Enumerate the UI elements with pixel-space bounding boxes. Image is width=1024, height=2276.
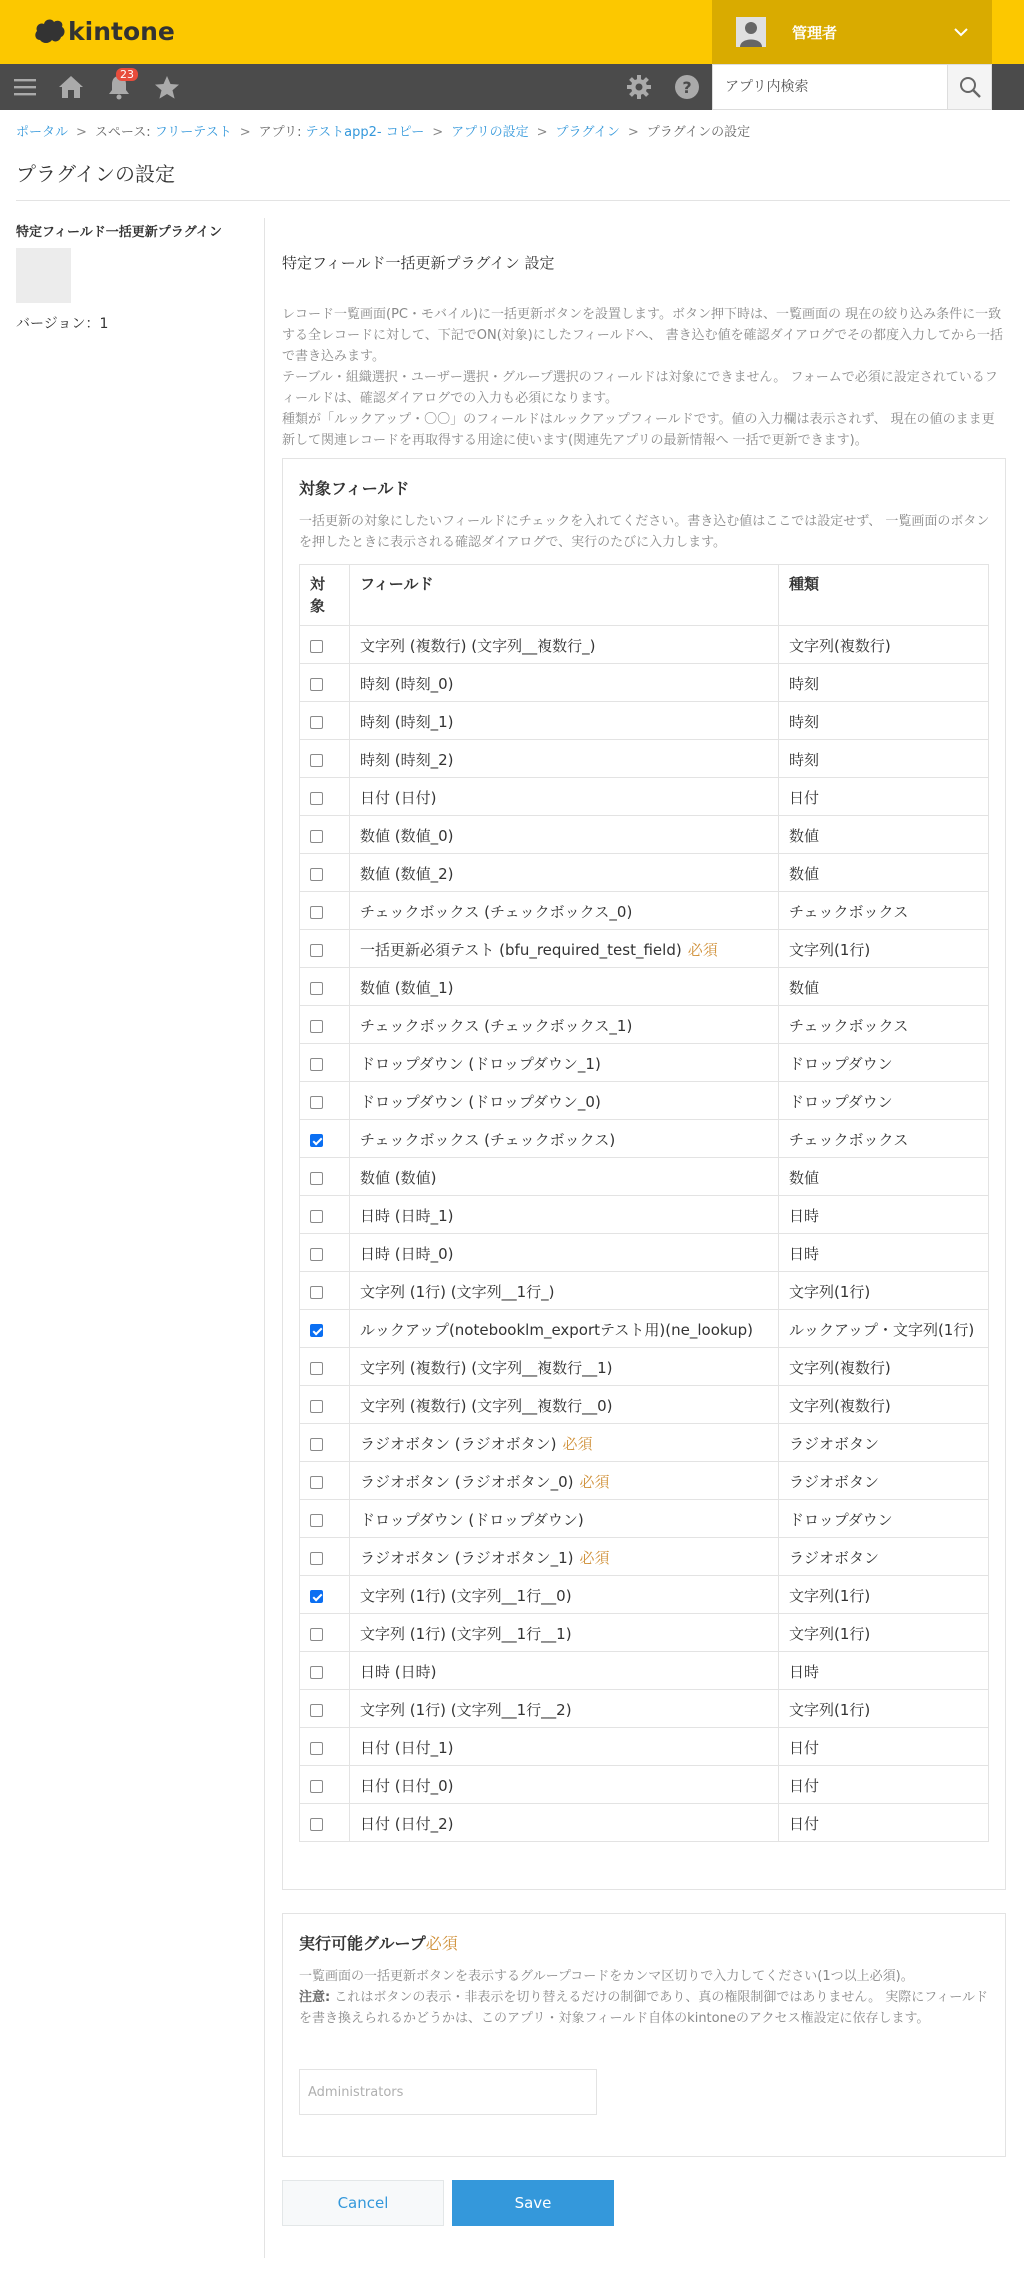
target-checkbox[interactable] — [310, 1058, 323, 1071]
target-checkbox[interactable] — [310, 982, 323, 995]
target-checkbox[interactable] — [310, 716, 323, 729]
table-row — [300, 1196, 989, 1234]
table-row — [300, 1576, 989, 1614]
page-title: プラグインの設定 — [16, 162, 175, 186]
target-checkbox-cell — [300, 1766, 350, 1804]
field-name-cell — [350, 1386, 779, 1424]
table-row — [300, 930, 989, 968]
breadcrumb-separator: > — [76, 125, 87, 140]
help-icon[interactable] — [672, 64, 702, 110]
kintone-cloud-icon — [34, 16, 66, 46]
column-header-target: 対象 — [300, 565, 350, 626]
target-checkbox[interactable] — [310, 1324, 323, 1337]
field-name-cell — [350, 1006, 779, 1044]
field-name-cell — [350, 1462, 779, 1500]
field-name: 時刻 (時刻_2) — [360, 751, 454, 769]
field-name: 日時 (日時_0) — [360, 1245, 454, 1263]
field-name: 日付 (日付_0) — [360, 1777, 454, 1795]
field-name: ドロップダウン (ドロップダウン_1) — [360, 1055, 601, 1073]
target-checkbox[interactable] — [310, 1210, 323, 1223]
column-header-type: 種類 — [779, 565, 989, 626]
search-button[interactable] — [947, 65, 991, 109]
field-type-cell: 数値 — [779, 854, 989, 892]
group-note-label: 注意: — [299, 1990, 331, 2005]
field-name-cell — [350, 1576, 779, 1614]
field-type-cell: チェックボックス — [779, 892, 989, 930]
breadcrumb-app-link[interactable]: テストapp2- コピー — [305, 125, 425, 140]
target-checkbox[interactable] — [310, 1552, 323, 1565]
field-type-cell: チェックボックス — [779, 1120, 989, 1158]
target-checkbox[interactable] — [310, 792, 323, 805]
breadcrumb-separator: > — [432, 125, 444, 140]
kintone-logo[interactable] — [34, 16, 175, 46]
breadcrumb-space-prefix: スペース: — [94, 125, 155, 140]
field-name-cell — [350, 740, 779, 778]
target-checkbox[interactable] — [310, 1666, 323, 1679]
field-name-cell — [350, 778, 779, 816]
target-checkbox[interactable] — [310, 1628, 323, 1641]
required-label: 必須 — [425, 1934, 458, 1953]
field-name-cell — [350, 892, 779, 930]
target-checkbox-cell — [300, 1006, 350, 1044]
table-row — [300, 1272, 989, 1310]
field-type-cell: 文字列(複数行) — [779, 1386, 989, 1424]
field-name: 日付 (日付_2) — [360, 1815, 454, 1833]
field-name: ドロップダウン (ドロップダウン) — [360, 1511, 584, 1529]
notification-badge: 23 — [116, 68, 138, 81]
target-checkbox[interactable] — [310, 1818, 323, 1831]
field-name: 日時 (日時) — [360, 1663, 437, 1681]
field-type-cell: 日付 — [779, 1728, 989, 1766]
field-type-cell: 日時 — [779, 1196, 989, 1234]
field-name-cell — [350, 854, 779, 892]
target-checkbox-cell — [300, 1652, 350, 1690]
target-checkbox[interactable] — [310, 830, 323, 843]
field-type-cell: 文字列(複数行) — [779, 626, 989, 664]
required-label: 必須 — [579, 1549, 610, 1567]
target-checkbox[interactable] — [310, 1438, 323, 1451]
table-row — [300, 626, 989, 664]
field-type-cell: 文字列(1行) — [779, 930, 989, 968]
field-name-cell — [350, 1120, 779, 1158]
sidebar-divider — [264, 218, 265, 2258]
field-name-cell — [350, 1272, 779, 1310]
required-label: 必須 — [579, 1473, 610, 1491]
target-checkbox-cell — [300, 1728, 350, 1766]
field-type-cell: 時刻 — [779, 702, 989, 740]
field-name: 文字列 (1行) (文字列__1行_) — [360, 1283, 555, 1301]
target-checkbox-cell — [300, 1158, 350, 1196]
field-name: ルックアップ(notebooklm_exportテスト用)(ne_lookup) — [360, 1321, 753, 1339]
target-checkbox-cell — [300, 1500, 350, 1538]
field-type-cell: 日時 — [779, 1234, 989, 1272]
star-icon[interactable] — [152, 64, 182, 110]
table-row — [300, 1120, 989, 1158]
field-type-cell: ドロップダウン — [779, 1500, 989, 1538]
search-box — [712, 64, 992, 110]
field-name: 文字列 (1行) (文字列__1行__2) — [360, 1701, 572, 1719]
table-row — [300, 1006, 989, 1044]
executable-group-panel — [282, 1913, 1006, 2157]
gear-icon[interactable] — [624, 64, 654, 110]
home-icon[interactable] — [56, 64, 86, 110]
description-paragraph: テーブル・組織選択・ユーザー選択・グループ選択のフィールドは対象にできません。 フォームで必須に設定されているフィールドは、確認ダイアログでの入力も必須になります。 — [282, 370, 998, 406]
group-code-input[interactable] — [299, 2069, 597, 2115]
target-checkbox-cell — [300, 1614, 350, 1652]
field-name-cell — [350, 1196, 779, 1234]
table-row — [300, 740, 989, 778]
field-type-cell: 時刻 — [779, 740, 989, 778]
field-name: 日付 (日付) — [360, 789, 437, 807]
field-name: 日付 (日付_1) — [360, 1739, 454, 1757]
target-checkbox[interactable] — [310, 868, 323, 881]
target-fields-table — [299, 564, 989, 1842]
field-type-cell: ラジオボタン — [779, 1538, 989, 1576]
table-row — [300, 1082, 989, 1120]
target-checkbox-cell — [300, 702, 350, 740]
field-name: 数値 (数値) — [360, 1169, 437, 1187]
target-fields-description: 一括更新の対象にしたいフィールドにチェックを入れてください。書き込む値はここでは設定せず、 一覧画面のボタンを押したときに表示される確認ダイアログで、実行のたびに入力します。 — [299, 514, 990, 550]
description-paragraph: 種類が「ルックアップ・〇〇」のフィールドはルックアップフィールドです。値の入力欄は表示されず、 現在の値のまま更新して関連レコードを再取得する用途に使います(関連先アプリの最新情報へ 一括で更新できます)。 — [282, 412, 995, 448]
breadcrumb-plugins-link[interactable]: プラグイン — [555, 125, 620, 140]
target-checkbox-cell — [300, 854, 350, 892]
table-row — [300, 968, 989, 1006]
target-checkbox-cell — [300, 1386, 350, 1424]
required-label: 必須 — [562, 1435, 593, 1453]
target-checkbox[interactable] — [310, 1020, 323, 1033]
table-row — [300, 1310, 989, 1348]
avatar-icon — [736, 17, 766, 47]
target-checkbox[interactable] — [310, 640, 323, 653]
field-name-cell — [350, 816, 779, 854]
target-checkbox[interactable] — [310, 944, 323, 957]
user-menu[interactable] — [712, 0, 992, 64]
table-row — [300, 1728, 989, 1766]
target-checkbox-cell — [300, 930, 350, 968]
target-checkbox-cell — [300, 778, 350, 816]
breadcrumb-separator: > — [239, 125, 251, 140]
target-checkbox[interactable] — [310, 1514, 323, 1527]
field-name-cell — [350, 1234, 779, 1272]
breadcrumb-separator: > — [627, 125, 639, 140]
field-name: チェックボックス (チェックボックス_0) — [360, 903, 633, 921]
field-name: ドロップダウン (ドロップダウン_0) — [360, 1093, 601, 1111]
field-type-cell: ラジオボタン — [779, 1462, 989, 1500]
field-name-cell — [350, 626, 779, 664]
target-checkbox-cell — [300, 1804, 350, 1842]
table-row — [300, 1614, 989, 1652]
field-name-cell — [350, 1082, 779, 1120]
logo-text: kintone — [68, 16, 175, 46]
column-header-field: フィールド — [350, 565, 779, 626]
target-checkbox-cell — [300, 1310, 350, 1348]
target-checkbox[interactable] — [310, 1590, 323, 1603]
breadcrumb-space-link[interactable]: フリーテスト — [154, 125, 232, 140]
field-name-cell — [350, 1348, 779, 1386]
field-name: ラジオボタン (ラジオボタン_0) — [360, 1473, 574, 1491]
field-name-cell — [350, 1804, 779, 1842]
target-checkbox-cell — [300, 1462, 350, 1500]
target-checkbox[interactable] — [310, 906, 323, 919]
breadcrumb-separator: > — [536, 125, 548, 140]
field-name: 文字列 (1行) (文字列__1行__1) — [360, 1625, 572, 1643]
field-type-cell: 数値 — [779, 816, 989, 854]
target-checkbox-cell — [300, 968, 350, 1006]
field-name: 文字列 (複数行) (文字列__複数行_) — [360, 637, 596, 655]
top-header — [0, 0, 1024, 64]
field-name-cell — [350, 968, 779, 1006]
field-name: 文字列 (複数行) (文字列__複数行__0) — [360, 1397, 613, 1415]
field-name: 一括更新必須テスト (bfu_required_test_field) — [360, 941, 682, 959]
target-checkbox[interactable] — [310, 1704, 323, 1717]
target-checkbox[interactable] — [310, 1780, 323, 1793]
table-row — [300, 892, 989, 930]
target-checkbox-cell — [300, 1690, 350, 1728]
table-row — [300, 1804, 989, 1842]
field-type-cell: 数値 — [779, 1158, 989, 1196]
target-checkbox-cell — [300, 1234, 350, 1272]
target-checkbox-cell — [300, 1120, 350, 1158]
field-name-cell — [350, 1538, 779, 1576]
target-checkbox[interactable] — [310, 1742, 323, 1755]
field-name: 日時 (日時_1) — [360, 1207, 454, 1225]
executable-group-description — [299, 1966, 993, 2029]
target-checkbox[interactable] — [310, 1096, 323, 1109]
field-name-cell — [350, 1044, 779, 1082]
target-checkbox-cell — [300, 740, 350, 778]
table-row — [300, 1500, 989, 1538]
field-name: チェックボックス (チェックボックス) — [360, 1131, 616, 1149]
field-name: 数値 (数値_0) — [360, 827, 454, 845]
menu-icon[interactable] — [10, 64, 40, 110]
field-name-cell — [350, 1690, 779, 1728]
breadcrumb-app-settings-link[interactable]: アプリの設定 — [451, 125, 529, 140]
table-row — [300, 1424, 989, 1462]
breadcrumb-current: プラグインの設定 — [646, 125, 751, 140]
target-checkbox[interactable] — [310, 1172, 323, 1185]
target-checkbox-cell — [300, 1576, 350, 1614]
plugin-version: バージョン：1 — [16, 316, 109, 332]
table-row — [300, 778, 989, 816]
field-type-cell: ルックアップ・文字列(1行) — [779, 1310, 989, 1348]
field-name: 時刻 (時刻_1) — [360, 713, 454, 731]
user-name: 管理者 — [792, 23, 838, 42]
target-checkbox-cell — [300, 664, 350, 702]
target-checkbox-cell — [300, 1348, 350, 1386]
sidebar-plugin-name: 特定フィールド一括更新プラグイン — [16, 225, 223, 240]
target-checkbox-cell — [300, 1424, 350, 1462]
breadcrumb — [16, 121, 750, 140]
target-checkbox[interactable] — [310, 1134, 323, 1147]
table-row — [300, 1158, 989, 1196]
plugin-description — [282, 304, 1004, 451]
table-row — [300, 1538, 989, 1576]
target-checkbox-cell — [300, 626, 350, 664]
nav-bar — [0, 64, 1024, 110]
field-type-cell: 日付 — [779, 778, 989, 816]
target-checkbox[interactable] — [310, 1476, 323, 1489]
target-checkbox-cell — [300, 1538, 350, 1576]
target-checkbox-cell — [300, 1196, 350, 1234]
target-checkbox-cell — [300, 1272, 350, 1310]
field-type-cell: 文字列(1行) — [779, 1576, 989, 1614]
target-checkbox[interactable] — [310, 754, 323, 767]
description-paragraph: レコード一覧画面(PC・モバイル)に一括更新ボタンを設置します。ボタン押下時は、一覧画面の 現在の絞り込み条件に一致する全レコードに対して、下記でON(対象)にしたフィールドへ、 書き込む値を確認ダイアログでその都度入力してから一括で書き込みます。 — [282, 307, 1004, 364]
target-checkbox[interactable] — [310, 678, 323, 691]
table-row — [300, 1234, 989, 1272]
field-name: チェックボックス (チェックボックス_1) — [360, 1017, 633, 1035]
field-name-cell — [350, 1310, 779, 1348]
field-type-cell: 文字列(1行) — [779, 1614, 989, 1652]
table-row — [300, 1386, 989, 1424]
table-row — [300, 854, 989, 892]
table-row — [300, 664, 989, 702]
save-button[interactable]: Save — [452, 2180, 614, 2226]
table-row — [300, 1348, 989, 1386]
field-type-cell: チェックボックス — [779, 1006, 989, 1044]
field-type-cell: 時刻 — [779, 664, 989, 702]
target-fields-title: 対象フィールド — [299, 479, 410, 498]
target-fields-panel — [282, 458, 1006, 1890]
breadcrumb-portal-link[interactable]: ポータル — [16, 125, 69, 140]
table-row — [300, 816, 989, 854]
field-name-cell — [350, 1424, 779, 1462]
target-checkbox-cell — [300, 816, 350, 854]
field-type-cell: ラジオボタン — [779, 1424, 989, 1462]
field-name: ラジオボタン (ラジオボタン) — [360, 1435, 557, 1453]
target-checkbox[interactable] — [310, 1362, 323, 1375]
required-label: 必須 — [687, 941, 718, 959]
field-name-cell — [350, 1500, 779, 1538]
field-name: 数値 (数値_1) — [360, 979, 454, 997]
field-type-cell: 日時 — [779, 1652, 989, 1690]
target-checkbox[interactable] — [310, 1248, 323, 1261]
field-name-cell — [350, 702, 779, 740]
group-note — [299, 1987, 993, 2029]
field-name: 数値 (数値_2) — [360, 865, 454, 883]
field-name-cell — [350, 664, 779, 702]
table-row — [300, 1652, 989, 1690]
search-icon — [959, 76, 981, 98]
field-name: 時刻 (時刻_0) — [360, 675, 454, 693]
plugin-icon — [16, 248, 71, 303]
field-name: 文字列 (1行) (文字列__1行__0) — [360, 1587, 572, 1605]
table-row — [300, 1690, 989, 1728]
plugin-settings-title: 特定フィールド一括更新プラグイン 設定 — [282, 254, 555, 272]
app-search-input[interactable] — [713, 65, 949, 109]
field-name: 文字列 (複数行) (文字列__複数行__1) — [360, 1359, 613, 1377]
target-checkbox-cell — [300, 892, 350, 930]
target-checkbox[interactable] — [310, 1400, 323, 1413]
field-name-cell — [350, 1728, 779, 1766]
field-name-cell — [350, 1158, 779, 1196]
field-type-cell: 文字列(1行) — [779, 1690, 989, 1728]
table-row — [300, 702, 989, 740]
field-type-cell: ドロップダウン — [779, 1082, 989, 1120]
field-name-cell — [350, 1614, 779, 1652]
field-name: ラジオボタン (ラジオボタン_1) — [360, 1549, 574, 1567]
field-type-cell: 日付 — [779, 1804, 989, 1842]
svg-text:?: ? — [682, 78, 692, 97]
table-header-row — [300, 565, 989, 626]
table-row — [300, 1044, 989, 1082]
breadcrumb-app-prefix: アプリ: — [258, 125, 306, 140]
target-checkbox-cell — [300, 1082, 350, 1120]
group-description-text: 一覧画面の一括更新ボタンを表示するグループコードをカンマ区切りで入力してください(1つ以上必須)。 — [299, 1969, 914, 1984]
field-name-cell — [350, 930, 779, 968]
field-type-cell: 文字列(1行) — [779, 1272, 989, 1310]
chevron-down-icon — [952, 23, 970, 41]
executable-group-title — [299, 1931, 458, 1954]
field-name-cell — [350, 1766, 779, 1804]
title-divider — [16, 200, 1010, 201]
field-type-cell: ドロップダウン — [779, 1044, 989, 1082]
executable-group-title-text: 実行可能グループ — [299, 1934, 426, 1953]
group-note-text: これはボタンの表示・非表示を切り替えるだけの制御であり、真の権限制御ではありません。 実際にフィールドを書き換えられるかどうかは、このアプリ・対象フィールド自体のkintoneのアクセス権設定に依存します。 — [299, 1990, 988, 2026]
target-checkbox[interactable] — [310, 1286, 323, 1299]
target-checkbox-cell — [300, 1044, 350, 1082]
table-row — [300, 1462, 989, 1500]
field-type-cell: 数値 — [779, 968, 989, 1006]
field-type-cell: 文字列(複数行) — [779, 1348, 989, 1386]
field-type-cell: 日付 — [779, 1766, 989, 1804]
field-name-cell — [350, 1652, 779, 1690]
table-row — [300, 1766, 989, 1804]
cancel-button[interactable]: Cancel — [282, 2180, 444, 2226]
